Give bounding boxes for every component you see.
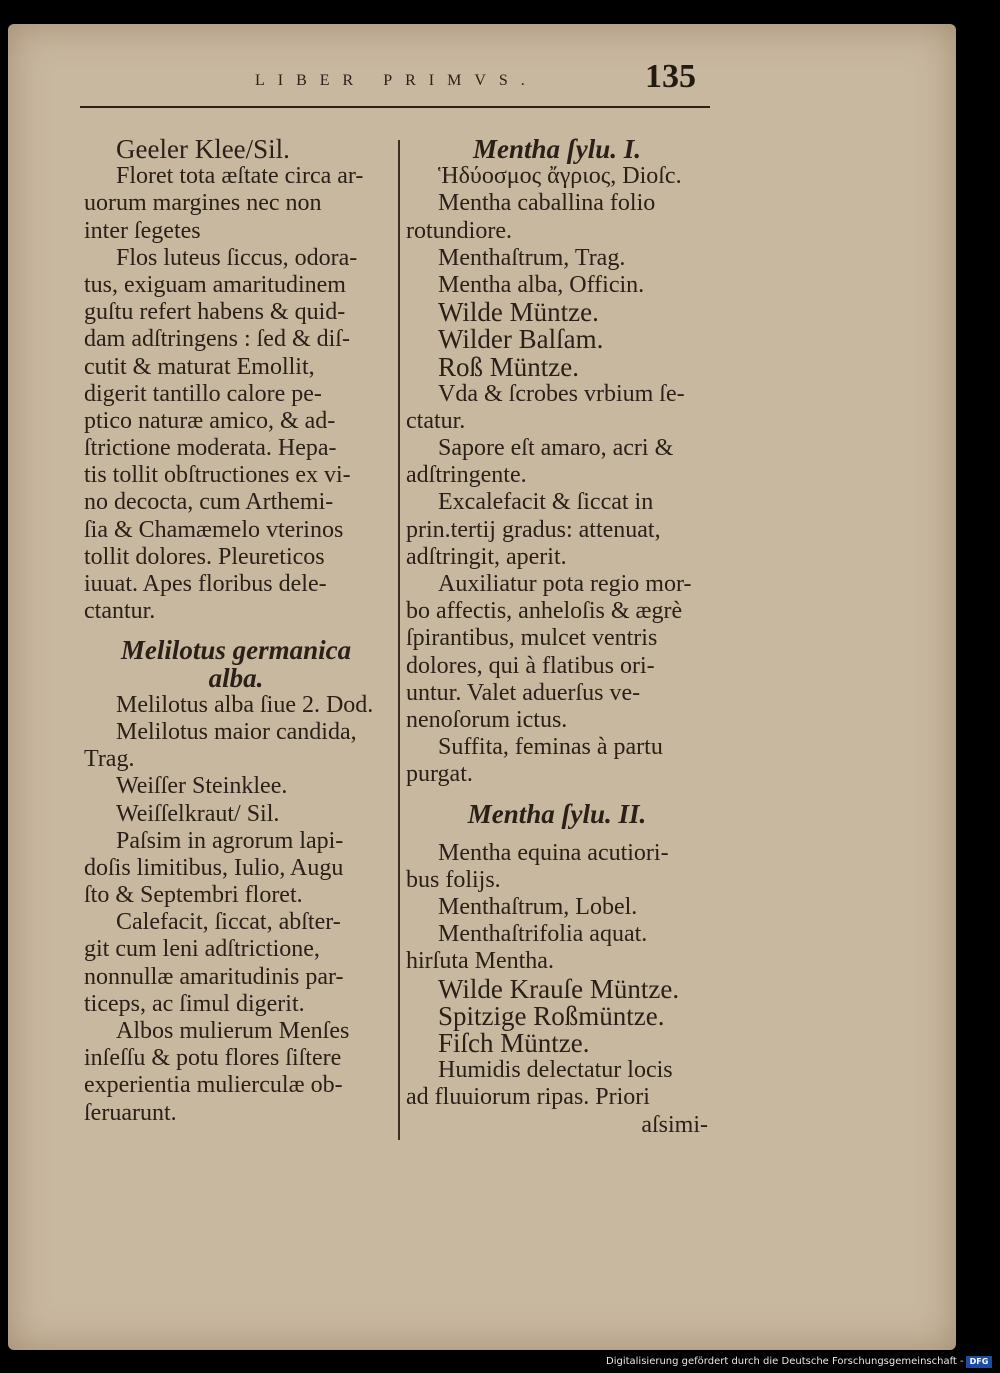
text-line: Weiſſer Steinklee. bbox=[116, 773, 288, 800]
text-line: adſtringit, aperit. bbox=[406, 543, 567, 570]
text-line: Geeler Klee/Sil. bbox=[116, 134, 290, 164]
text-line: ctantur. bbox=[84, 598, 156, 625]
text-line: inter ſegetes bbox=[84, 217, 201, 244]
section-title: Mentha ſylu. I. bbox=[472, 134, 642, 164]
text-line: Menthaſtrifolia aquat. bbox=[438, 921, 648, 948]
text-line: guſtu refert habens & quid- bbox=[84, 299, 346, 326]
text-line: Menthaſtrum, Trag. bbox=[438, 244, 626, 271]
text-line: aſsimi- bbox=[641, 1111, 708, 1138]
text-line: untur. Valet aduerſus ve- bbox=[406, 679, 641, 706]
text-line: uorum margines nec non bbox=[84, 190, 322, 217]
text-line: Wilder Balſam. bbox=[438, 324, 604, 355]
right-column bbox=[406, 136, 708, 1139]
text-line: Ἡδύοσμος ἄγριος, Dioſc. bbox=[438, 163, 682, 190]
text-line: ſtrictione moderata. Hepa- bbox=[84, 435, 337, 462]
header-rule bbox=[80, 106, 710, 108]
section-title: Melilotus germanica bbox=[120, 635, 352, 666]
text-line: bo affectis, anheloſis & ægrè bbox=[406, 598, 683, 625]
text-line: no decocta, cum Arthemi- bbox=[84, 489, 334, 516]
text-line: prin.tertij gradus: attenuat, bbox=[406, 516, 661, 543]
text-line: Roß Müntze. bbox=[438, 351, 579, 382]
text-line: ticeps, ac ſimul digerit. bbox=[84, 990, 305, 1017]
text-line: Trag. bbox=[84, 746, 135, 773]
text-line: rotundiore. bbox=[406, 217, 512, 244]
text-line: iuuat. Apes floribus dele- bbox=[84, 571, 327, 597]
column-divider bbox=[398, 140, 400, 1140]
page-number: 135 bbox=[645, 58, 696, 95]
text-line: Floret tota æſtate circa ar- bbox=[116, 163, 364, 190]
text-line: Mentha alba, Officin. bbox=[438, 271, 645, 298]
left-column bbox=[84, 136, 388, 1127]
text-line: Humidis delectatur locis bbox=[438, 1057, 673, 1084]
text-line: dam adſtringens : ſed & diſ- bbox=[84, 326, 350, 353]
text-line: Mentha caballina folio bbox=[438, 190, 656, 217]
text-line: Wilde Müntze. bbox=[438, 297, 599, 328]
text-line: Paſsim in agrorum lapi- bbox=[116, 827, 344, 854]
text-line: dolores, qui à flatibus ori- bbox=[406, 652, 655, 679]
text-line: Melilotus maior candida, bbox=[116, 718, 357, 745]
text-line: adſtringente. bbox=[406, 462, 527, 489]
text-line: Albos mulierum Menſes bbox=[116, 1018, 350, 1044]
text-line: nonnullæ amaritudinis par- bbox=[84, 963, 344, 990]
text-line: Melilotus alba ſiue 2. Dod. bbox=[116, 691, 374, 718]
text-line: Excalefacit & ſiccat in bbox=[438, 489, 654, 516]
text-line: Vda & ſcrobes vrbium ſe- bbox=[438, 380, 685, 407]
section-title: alba. bbox=[208, 662, 264, 693]
text-line bbox=[406, 828, 708, 840]
text-line: Sapore eſt amaro, acri & bbox=[438, 435, 674, 462]
text-line: Mentha equina acutiori- bbox=[438, 839, 669, 866]
text-line: tollit dolores. Pleureticos bbox=[84, 543, 325, 570]
text-line: Spitzige Roßmüntze. bbox=[438, 1000, 665, 1031]
dfg-logo: DFG bbox=[966, 1356, 992, 1368]
running-title: LIBER PRIMVS. bbox=[255, 72, 538, 89]
text-line: digerit tantillo calore pe- bbox=[84, 380, 322, 407]
text-line: purgat. bbox=[406, 761, 473, 788]
text-line: nenoſorum ictus. bbox=[406, 706, 568, 733]
text-line: cutit & maturat Emollit, bbox=[84, 353, 315, 380]
text-line: doſis limitibus, Iulio, Augu bbox=[84, 854, 344, 881]
text-line: Weiſſelkraut/ Sil. bbox=[116, 800, 280, 827]
text-line: hirſuta Mentha. bbox=[406, 948, 554, 975]
text-line: Fiſch Müntze. bbox=[438, 1028, 590, 1058]
text-line: bus folijs. bbox=[406, 866, 501, 893]
text-line: tus, exiguam amaritudinem bbox=[84, 271, 346, 298]
section-title: Mentha ſylu. II. bbox=[467, 798, 647, 829]
text-line: experientia mulierculæ ob- bbox=[84, 1072, 343, 1099]
text-line: ſto & Septembri floret. bbox=[84, 882, 303, 909]
text-line: Calefacit, ſiccat, abſter- bbox=[116, 909, 341, 936]
text-line: Flos luteus ſiccus, odora- bbox=[116, 244, 358, 271]
text-line: inſeſſu & potu flores ſiſtere bbox=[84, 1045, 342, 1072]
text-line: ad fluuiorum ripas. Priori bbox=[406, 1084, 650, 1111]
text-line: tis tollit obſtructiones ex vi- bbox=[84, 462, 351, 489]
digitization-credit: Digitalisierung gefördert durch die Deutsche Forschungsgemeinschaft - bbox=[606, 1356, 964, 1367]
text-line: git cum leni adſtrictione, bbox=[84, 936, 320, 963]
text-line: ſeruarunt. bbox=[84, 1099, 177, 1126]
text-line: Menthaſtrum, Lobel. bbox=[438, 894, 638, 921]
text-line: Wilde Krauſe Müntze. bbox=[438, 973, 680, 1004]
text-line: Auxiliatur pota regio mor- bbox=[438, 571, 692, 597]
text-line: ſia & Chamæmelo vterinos bbox=[84, 516, 344, 543]
text-line: ctatur. bbox=[406, 407, 466, 434]
text-line: Suffita, feminas à partu bbox=[438, 734, 663, 761]
text-line: ptico naturæ amico, & ad- bbox=[84, 407, 336, 434]
text-line: ſpirantibus, mulcet ventris bbox=[406, 625, 658, 652]
